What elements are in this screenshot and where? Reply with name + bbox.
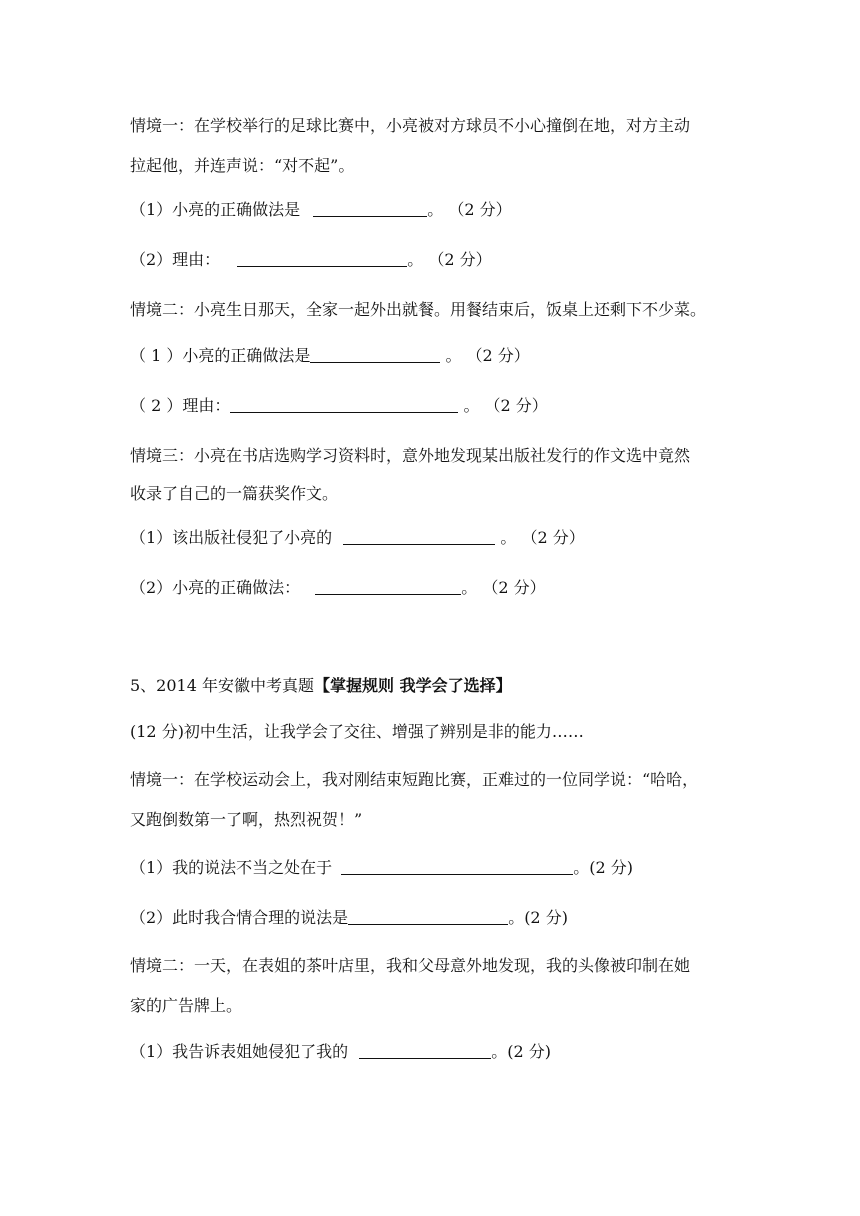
answer-blank[interactable]	[237, 250, 407, 267]
question-suffix: 。 （2 分）	[495, 528, 585, 547]
s5-scenario1-text-line1: 情境一：在学校运动会上，我对刚结束短跑比赛，正难过的一位同学说：“哈哈，	[130, 770, 699, 789]
s5-heading-theme: 【掌握规则 我学会了选择】	[314, 676, 512, 695]
s5-intro: (12 分)初中生活，让我学会了交往、增强了辨别是非的能力……	[130, 722, 584, 741]
s4-scenario3-question2	[130, 578, 740, 598]
s4-scenario3-text-line1: 情境三：小亮在书店选购学习资料时，意外地发现某出版社发行的作文选中竟然	[130, 446, 691, 465]
s5-scenario1-question1	[130, 858, 740, 878]
s4-scenario3-text-line2: 收录了自己的一篇获奖作文。	[130, 484, 339, 503]
s5-heading-prefix: 5、2014 年安徽中考真题	[130, 676, 314, 695]
s4-scenario2-question2	[130, 396, 740, 416]
s4-scenario2-question1	[130, 346, 740, 366]
question-suffix: 。(2 分)	[508, 908, 568, 927]
s5-heading	[130, 676, 740, 696]
question-prefix: （2）此时我合情合理的说法是	[130, 908, 349, 927]
s4-scenario1-text-line2: 拉起他，并连声说：“对不起”。	[130, 156, 355, 175]
question-prefix: （2）小亮的正确做法：	[130, 578, 301, 597]
question-prefix: （2）理由：	[130, 250, 221, 269]
s4-scenario1-text-line1: 情境一：在学校举行的足球比赛中，小亮被对方球员不小心撞倒在地，对方主动	[130, 116, 691, 135]
s5-scenario2-question1	[130, 1042, 740, 1062]
question-suffix: 。 （2 分）	[427, 200, 512, 219]
question-prefix: （ 1 ）小亮的正确做法是	[130, 346, 311, 365]
s5-scenario2-text-line2: 家的广告牌上。	[130, 996, 243, 1015]
question-suffix: 。(2 分)	[491, 1042, 552, 1061]
answer-blank[interactable]	[315, 578, 461, 595]
question-prefix: （1）小亮的正确做法是	[130, 200, 301, 219]
question-suffix: 。 （2 分）	[407, 250, 492, 269]
answer-blank[interactable]	[313, 200, 427, 217]
s4-scenario1-question2	[130, 250, 740, 270]
question-suffix: 。(2 分)	[573, 858, 634, 877]
answer-blank[interactable]	[341, 858, 573, 875]
question-prefix: （1）我告诉表姐她侵犯了我的	[130, 1042, 349, 1061]
s4-scenario1-question1	[130, 200, 740, 220]
s4-scenario2-text-line1: 情境二：小亮生日那天，全家一起外出就餐。用餐结束后，饭桌上还剩下不少菜。	[130, 300, 707, 319]
question-suffix: 。 （2 分）	[458, 396, 548, 415]
question-prefix: （ 2 ）理由：	[130, 396, 231, 415]
s5-scenario1-text-line2: 又跑倒数第一了啊，热烈祝贺！”	[130, 810, 363, 829]
s5-scenario1-question2	[130, 908, 740, 928]
answer-blank[interactable]	[359, 1042, 491, 1059]
answer-blank[interactable]	[348, 908, 508, 925]
question-suffix: 。 （2 分）	[440, 346, 530, 365]
question-prefix: （1）该出版社侵犯了小亮的	[130, 528, 333, 547]
question-suffix: 。 （2 分）	[461, 578, 546, 597]
question-prefix: （1）我的说法不当之处在于	[130, 858, 333, 877]
s4-scenario3-question1	[130, 528, 740, 548]
s5-scenario2-text-line1: 情境二：一天，在表姐的茶叶店里，我和父母意外地发现，我的头像被印制在她	[130, 956, 691, 975]
answer-blank[interactable]	[310, 346, 440, 363]
answer-blank[interactable]	[343, 528, 495, 545]
answer-blank[interactable]	[230, 396, 458, 413]
